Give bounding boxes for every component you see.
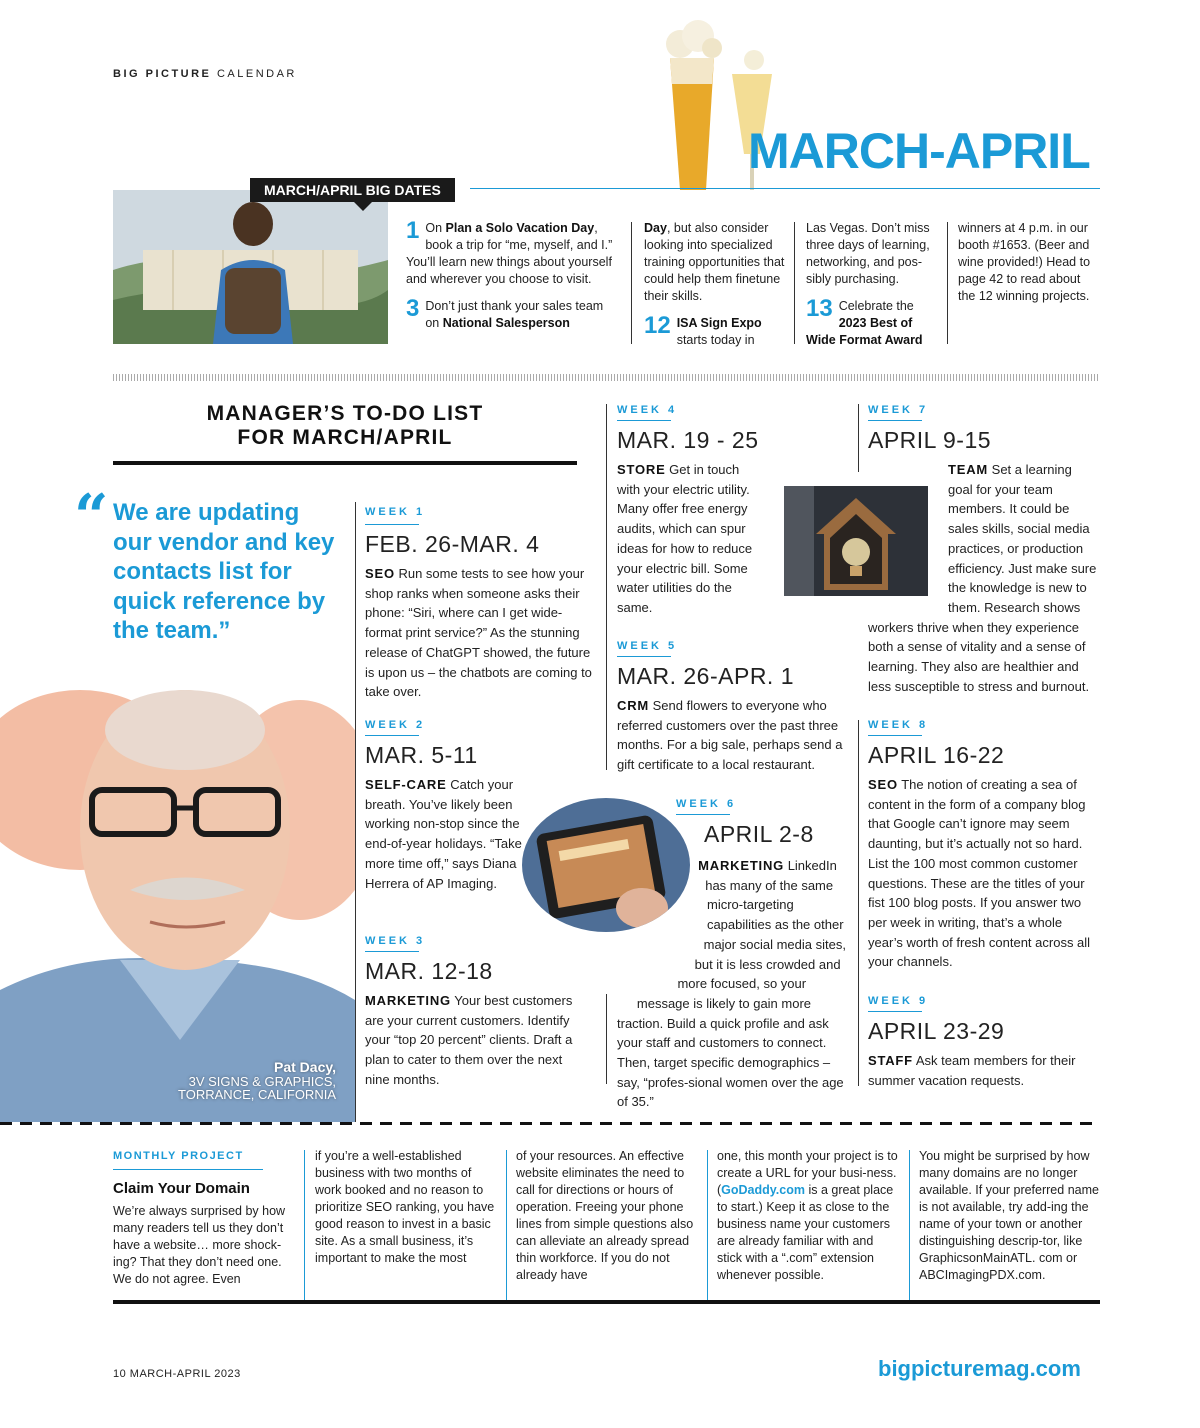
column-divider (858, 720, 859, 1086)
week-body: SEO The notion of creating a sea of content in the form of a company blog that Google can’t ignore may seem daunting, but it’s actually not so hard. List the 100 most common customer questions. These are the titles of your fist 100 blog posts. If you answer two per week in writing, that’s a whole year’s worth of fresh content across all your channels. (868, 777, 1091, 970)
week-8 (868, 719, 1100, 972)
monthly-project-label: MONTHLY PROJECT (113, 1150, 244, 1162)
week-rule (676, 814, 730, 815)
todo-title: MANAGER’S TO-DO LIST FOR MARCH/APRIL (206, 402, 484, 449)
week-dates: MAR. 12-18 (365, 958, 493, 984)
week-label: WEEK 1 (365, 506, 426, 518)
monthly-project-col-4: one, this month your project is to create a URL for your busi-ness. (GoDaddy.com is a great place to start.) Keep it as close to the business name your customers are already familiar with and stick with a “.com” extension whenever possible. (717, 1149, 898, 1282)
section-kicker: BIG PICTURE CALENDAR (113, 68, 297, 80)
date-entry-1: 1 On Plan a Solo Vacation Day, book a trip for “me, myself, and I.” You’ll learn new things about yourself and wherever you choose to visit. (406, 217, 613, 286)
week-3 (365, 935, 595, 1090)
bottom-rule (113, 1300, 1100, 1304)
text-wrap-spacer (868, 460, 948, 613)
column-divider (606, 404, 607, 770)
big-dates-col-3: Las Vegas. Don’t miss three days of learning, networking, and pos-sibly purchasing. 13 Celebrate the 2023 Best of Wide Format Award (806, 220, 940, 349)
pull-quote: We are updating our vendor and key contacts list for quick reference by the team.” (113, 499, 335, 644)
portrait-caption: Pat Dacy, 3V SIGNS & GRAPHICS, TORRANCE, CALIFORNIA (178, 1059, 336, 1102)
week-body: SEO Run some tests to see how your shop ranks when someone asks their phone: “Siri, where can I get wide-format print service?” As the stunning release of ChatGPT showed, the future is upon us – the chatbots are coming to take over. (365, 566, 592, 700)
week-rule (868, 735, 922, 736)
column-divider (606, 994, 607, 1084)
week-body: SELF-CARE Catch your breath. You’ve likely been working non-stop since the end-of-year holidays. “Take more time off,” says Diana Herrera of AP Imaging. (365, 777, 522, 891)
week-label: WEEK 6 (676, 798, 737, 810)
week-dates: MAR. 5-11 (365, 742, 478, 768)
week-rule (868, 420, 922, 421)
week-body: STAFF Ask team members for their summer vacation requests. (868, 1053, 1076, 1088)
week-1 (365, 502, 595, 702)
date-entry-3: 3 Don’t just thank your sales team on National Salesperson (406, 295, 604, 330)
portrait-illustration (0, 660, 355, 1122)
week-label: WEEK 9 (868, 995, 929, 1007)
column-divider (304, 1150, 305, 1302)
week-9 (868, 995, 1100, 1090)
big-dates-col-1 (406, 217, 618, 332)
week-label: WEEK 2 (365, 719, 426, 731)
dashed-divider (0, 1122, 1100, 1125)
monthly-project-title: Claim Your Domain (113, 1180, 250, 1197)
week-7 (868, 404, 1100, 696)
column-divider (858, 404, 859, 472)
column-divider (355, 502, 356, 1122)
week-rule (365, 524, 419, 525)
week-dates: MAR. 19 - 25 (617, 427, 759, 453)
label-rule (113, 1169, 263, 1170)
week-body: CRM Send flowers to everyone who referred customers over the past three months. For a big sale, perhaps send a gift certificate to a local restaurant. (617, 698, 843, 773)
title-rule (470, 188, 1100, 189)
date-entry-12: 12 ISA Sign Expo starts today in (644, 312, 762, 347)
monthly-project-col-1: MONTHLY PROJECT Claim Your Domain We’re always surprised by how many readers tell us they don’t have a website… more shock-ing? That they don’t need one. We do not agree. Even (113, 1148, 293, 1288)
quote-mark-icon: “ (74, 482, 109, 552)
date-entry-13: 13 Celebrate the 2023 Best of Wide Format Award (806, 295, 923, 347)
big-dates-col-2: Day, but also consider looking into specialized training opportunities that could help them finetune their skills. 12 ISA Sign Expo starts today in (644, 221, 785, 347)
week-rule (617, 656, 671, 657)
week-6-body: MARKETING LinkedIn has many of the same micro-targeting capabilities as the other major social media sites, but it is less crowded and more focused, so your message is likely to gain more traction. Build a quick profile and ask your staff and customers to connect. Then, target specific demographics – say, “profes-sional women over the age of 35.” (617, 858, 846, 1110)
week-dates: APRIL 9-15 (868, 427, 992, 453)
column-divider (631, 222, 632, 344)
week-6 (676, 798, 846, 848)
week-label: WEEK 8 (868, 719, 929, 731)
section-divider (113, 374, 1100, 381)
week-rule (868, 1011, 922, 1012)
week-rule (365, 735, 419, 736)
monthly-project-col-5: You might be surprised by how many domains are no longer available. If your preferred name is not available, try add-ing the name of your town or another distinguishing descrip-tor, like GraphicsonMainATL. com or ABCImagingPDX.com. (919, 1149, 1099, 1282)
week-dates: APRIL 2-8 (704, 821, 814, 847)
site-url[interactable]: bigpicturemag.com (878, 1356, 1081, 1381)
travel-photo (113, 190, 388, 344)
week-dates: MAR. 26-APR. 1 (617, 663, 794, 689)
monthly-project-col-2: if you’re a well-established business with two months of work booked and no reason to prioritize SEO ranking, you have good reason to invest in a basic site. As a small business, it’s important to make the most (315, 1149, 495, 1265)
week-rule (617, 420, 671, 421)
column-divider (794, 222, 795, 344)
week-label: WEEK 4 (617, 404, 678, 416)
week-body: STORE Get in touch with your electric utility. Many offer free energy audits, which can spur ideas for how to reduce your electric bill. Some water utilities do the same. (617, 462, 753, 615)
week-5 (617, 640, 853, 775)
big-dates-col-4: winners at 4 p.m. in our booth #1653. (Beer and wine provided!) Head to page 42 to read about the 12 winning projects. (958, 221, 1091, 303)
column-divider (947, 222, 948, 344)
column-divider (707, 1150, 708, 1302)
week-dates: APRIL 16-22 (868, 742, 1005, 768)
week-label: WEEK 3 (365, 935, 426, 947)
page-folio: 10 MARCH-APRIL 2023 (113, 1368, 241, 1380)
week-body: MARKETING Your best customers are your current customers. Identify your “top 20 percent” clients. Draft a plan to cater to them over the next nine months. (365, 993, 573, 1087)
text-wrap-spacer (617, 856, 707, 996)
big-dates-tag: MARCH/APRIL BIG DATES (250, 178, 455, 202)
monthly-project-col-3: of your resources. An effective website eliminates the need to call for directions or hours of operation. Freeing your phone lines from simple questions also can alleviate an already spread thin workforce. If you do not already have (516, 1149, 694, 1282)
column-divider (909, 1150, 910, 1302)
week-body: TEAM Set a learning goal for your team members. It could be sales skills, social media practices, or production efficiency. Just make sure the knowledge is new to them. Research shows workers thrive when they experience both a sense of vitality and a sense of learning. They also are healthier and less susceptible to stress and burnout. (868, 462, 1097, 694)
week-label: WEEK 5 (617, 640, 678, 652)
week-rule (365, 951, 419, 952)
week-dates: FEB. 26-MAR. 4 (365, 531, 540, 557)
week-dates: APRIL 23-29 (868, 1018, 1005, 1044)
todo-rule (113, 461, 577, 465)
godaddy-link[interactable]: GoDaddy.com (721, 1183, 805, 1197)
column-divider (506, 1150, 507, 1302)
page-title: MARCH-APRIL (748, 123, 1090, 179)
week-label: WEEK 7 (868, 404, 929, 416)
